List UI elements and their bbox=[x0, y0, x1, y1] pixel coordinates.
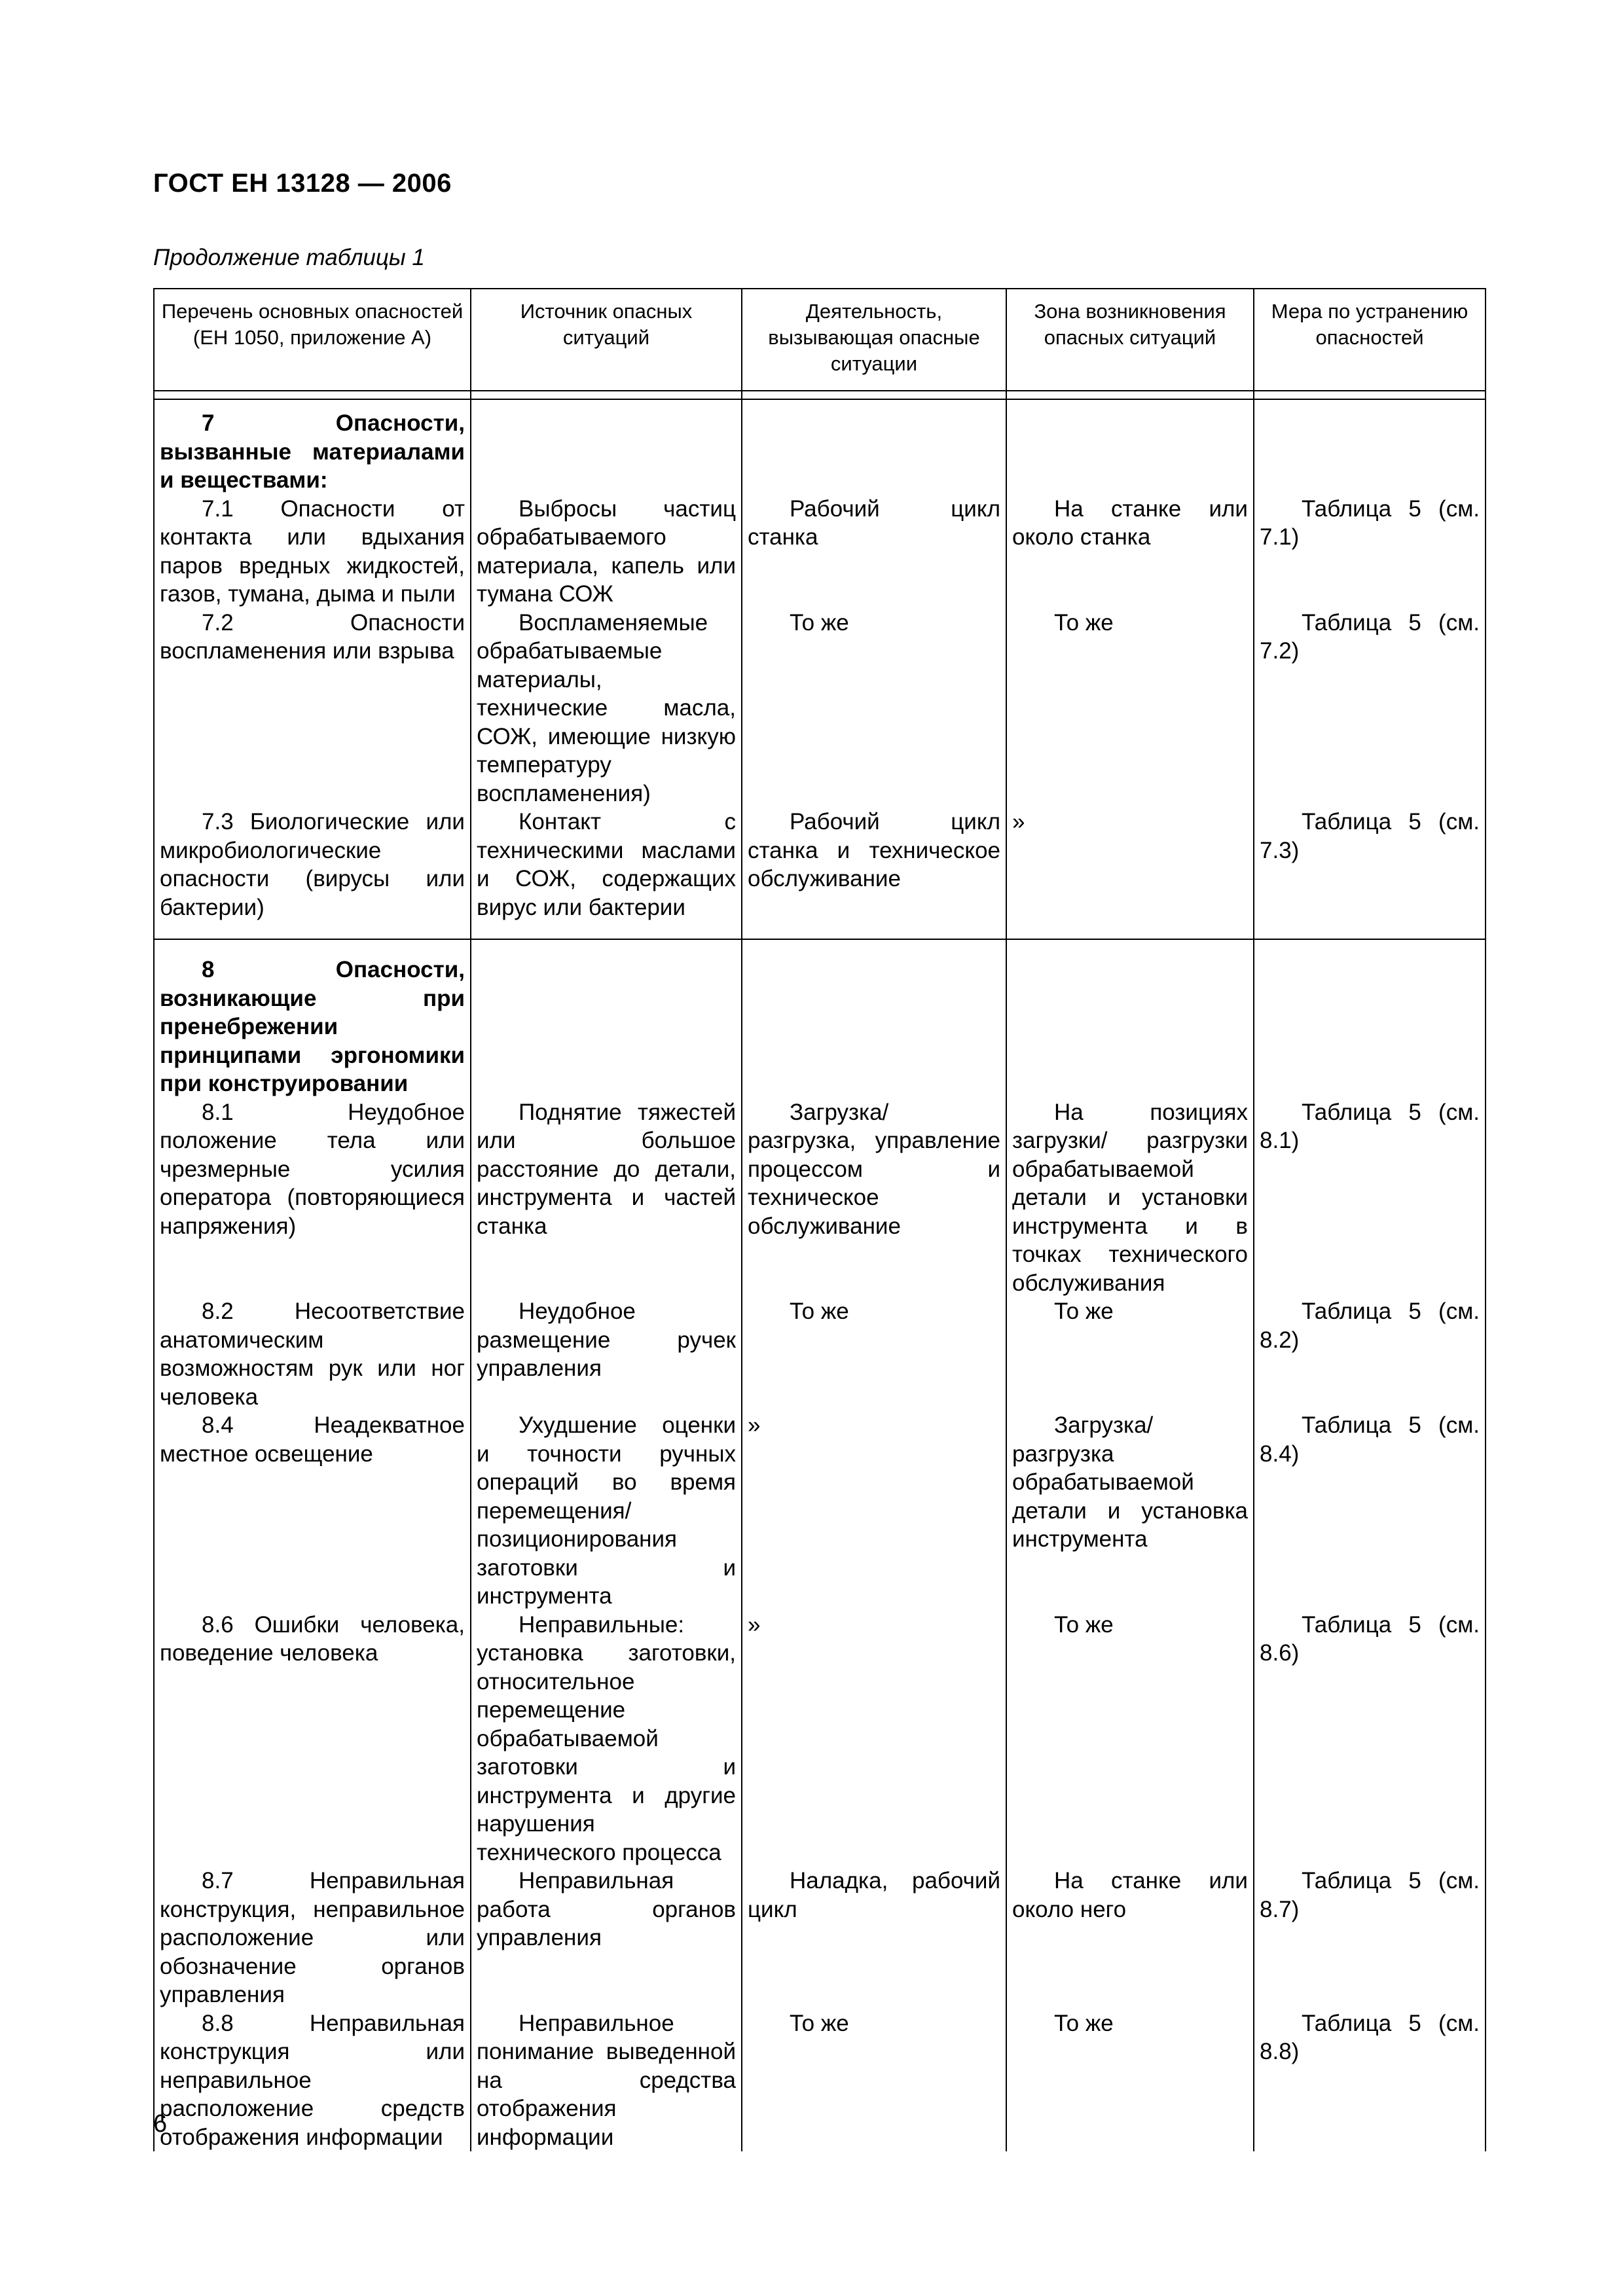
page-number: 6 bbox=[153, 2110, 168, 2138]
activity-cell: » bbox=[742, 1611, 1006, 1867]
activity-cell: То же bbox=[742, 1297, 1006, 1411]
header-hazards: Перечень основных опасностей (ЕН 1050, приложение А) bbox=[154, 289, 471, 391]
section-title: 8 Опасности, возникающие при пренебрежении принципами эргономики при конструировании bbox=[154, 956, 471, 1098]
activity-cell: Рабочий цикл станка и техническое обслуживание bbox=[742, 808, 1006, 922]
table-row bbox=[154, 1867, 1486, 2009]
zone-cell: То же bbox=[1006, 1611, 1254, 1867]
section-title-row bbox=[154, 409, 1486, 495]
activity-cell: Загрузка/ разгрузка, управление процессом и техническое обслуживание bbox=[742, 1098, 1006, 1298]
zone-cell: На позициях загрузки/ разгрузки обрабатываемой детали и установки инструмента и в точках технического обслуживания bbox=[1006, 1098, 1254, 1298]
hazard-cell: 8.4 Неадекватное местное освещение bbox=[154, 1411, 471, 1611]
zone-cell: » bbox=[1006, 808, 1254, 922]
hazard-cell: 8.7 Неправильная конструкция, неправильное расположение или обозначение органов управления bbox=[154, 1867, 471, 2009]
section-title: 7 Опасности, вызванные материалами и веществами: bbox=[154, 409, 471, 495]
measure-cell: Таблица 5 (см. 8.1) bbox=[1254, 1098, 1486, 1298]
measure-cell: Таблица 5 (см. 7.1) bbox=[1254, 495, 1486, 609]
header-measure: Мера по устранению опасностей bbox=[1254, 289, 1486, 391]
header-zone: Зона возникновения опасных ситуаций bbox=[1006, 289, 1254, 391]
measure-cell: Таблица 5 (см. 7.2) bbox=[1254, 609, 1486, 808]
table-row bbox=[154, 1611, 1486, 1867]
table-row bbox=[154, 1098, 1486, 1298]
table-caption: Продолжение таблицы 1 bbox=[153, 245, 425, 270]
source-cell: Неправильная работа органов управления bbox=[471, 1867, 742, 2009]
source-cell: Неправильные: установка заготовки, относительное перемещение обрабатываемой заготовки и инструмента и другие нарушения технического процесса bbox=[471, 1611, 742, 1867]
hazard-cell: 7.2 Опасности воспламенения или взрыва bbox=[154, 609, 471, 808]
hazard-table bbox=[153, 288, 1486, 2151]
table-row bbox=[154, 1297, 1486, 1411]
activity-cell: То же bbox=[742, 2009, 1006, 2152]
source-cell: Ухудшение оценки и точности ручных операций во время перемещения/позиционирования заготовки и инструмента bbox=[471, 1411, 742, 1611]
hazard-cell: 8.2 Несоответствие анатомическим возможностям рук или ног человека bbox=[154, 1297, 471, 1411]
table-row bbox=[154, 1411, 1486, 1611]
zone-cell: На станке или около станка bbox=[1006, 495, 1254, 609]
zone-cell: Загрузка/разгрузка обрабатываемой детали и установка инструмента bbox=[1006, 1411, 1254, 1611]
measure-cell: Таблица 5 (см. 8.4) bbox=[1254, 1411, 1486, 1611]
zone-cell: На станке или около него bbox=[1006, 1867, 1254, 2009]
document-title: ГОСТ ЕН 13128 — 2006 bbox=[153, 169, 452, 198]
table-row bbox=[154, 808, 1486, 922]
header-activity: Деятельность, вызывающая опасные ситуации bbox=[742, 289, 1006, 391]
activity-cell: То же bbox=[742, 609, 1006, 808]
activity-cell: » bbox=[742, 1411, 1006, 1611]
zone-cell: То же bbox=[1006, 609, 1254, 808]
source-cell: Неправильное понимание выведенной на средства отображения информации bbox=[471, 2009, 742, 2152]
source-cell: Неудобное размещение ручек управления bbox=[471, 1297, 742, 1411]
header-source: Источник опасных ситуаций bbox=[471, 289, 742, 391]
zone-cell: То же bbox=[1006, 2009, 1254, 2152]
activity-cell: Рабочий цикл станка bbox=[742, 495, 1006, 609]
table-row bbox=[154, 609, 1486, 808]
table-header-row bbox=[154, 289, 1486, 391]
table-row bbox=[154, 2009, 1486, 2152]
hazard-cell: 8.8 Неправильная конструкция или неправильное расположение средств отображения информации bbox=[154, 2009, 471, 2152]
hazard-cell: 7.3 Биологические или микробиологические опасности (вирусы или бактерии) bbox=[154, 808, 471, 922]
source-cell: Воспламеняемые обрабатываемые материалы, технические масла, СОЖ, имеющие низкую температуру воспламенения) bbox=[471, 609, 742, 808]
table-row bbox=[154, 495, 1486, 609]
activity-cell: Наладка, рабочий цикл bbox=[742, 1867, 1006, 2009]
hazard-cell: 8.1 Неудобное положение тела или чрезмерные усилия оператора (повторяющиеся напряжения) bbox=[154, 1098, 471, 1298]
measure-cell: Таблица 5 (см. 8.8) bbox=[1254, 2009, 1486, 2152]
hazard-cell: 8.6 Ошибки человека, поведение человека bbox=[154, 1611, 471, 1867]
hazard-cell: 7.1 Опасности от контакта или вдыхания паров вредных жидкостей, газов, тумана, дыма и пыли bbox=[154, 495, 471, 609]
source-cell: Контакт с техническими маслами и СОЖ, содержащих вирус или бактерии bbox=[471, 808, 742, 922]
source-cell: Поднятие тяжестей или большое расстояние до детали, инструмента и частей станка bbox=[471, 1098, 742, 1298]
source-cell: Выбросы частиц обрабатываемого материала, капель или тумана СОЖ bbox=[471, 495, 742, 609]
zone-cell: То же bbox=[1006, 1297, 1254, 1411]
measure-cell: Таблица 5 (см. 7.3) bbox=[1254, 808, 1486, 922]
measure-cell: Таблица 5 (см. 8.2) bbox=[1254, 1297, 1486, 1411]
measure-cell: Таблица 5 (см. 8.6) bbox=[1254, 1611, 1486, 1867]
section-title-row bbox=[154, 956, 1486, 1098]
measure-cell: Таблица 5 (см. 8.7) bbox=[1254, 1867, 1486, 2009]
